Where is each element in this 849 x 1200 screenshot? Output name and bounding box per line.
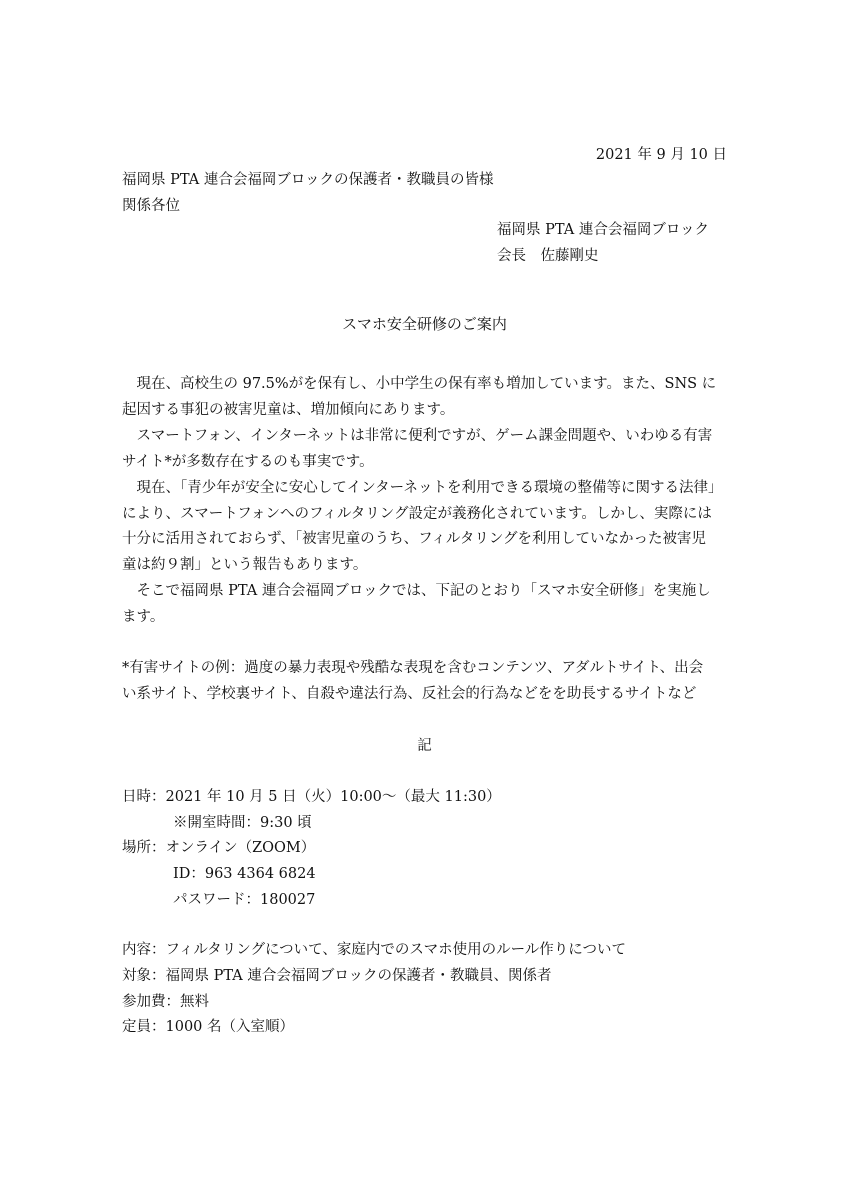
body-paragraph-4	[122, 579, 730, 630]
footnote-harmful-sites	[122, 656, 730, 707]
detail-zoom-password: パスワード：180027	[173, 892, 316, 908]
footnote-line: い系サイト、学校裏サイト、自殺や違法行為、反社会的行為などをを助長するサイトなど	[122, 685, 697, 702]
body-paragraph-2	[122, 424, 730, 475]
sender-organization: 福岡県 PTA 連合会福岡ブロック	[497, 222, 710, 238]
body-paragraph-1	[122, 372, 730, 423]
paragraph-line: 起因する事犯の被害児童は、増加傾向にあります。	[122, 401, 455, 418]
paragraph-line: そこで福岡県 PTA 連合会福岡ブロックでは、下記のとおり「スマホ安全研修」を実施し	[122, 583, 711, 599]
paragraph-line: ます。	[122, 608, 165, 625]
body-paragraph-3	[122, 476, 730, 579]
detail-capacity: 定員：1000 名（入室順）	[122, 1019, 295, 1035]
detail-content: 内容：フィルタリングについて、家庭内でのスマホ使用のルール作りについて	[122, 942, 627, 958]
detail-target: 対象：福岡県 PTA 連合会福岡ブロックの保護者・教職員、関係者	[122, 968, 552, 984]
addressee-line-1: 福岡県 PTA 連合会福岡ブロックの保護者・教職員の皆様	[122, 172, 494, 188]
paragraph-line: 現在、高校生の 97.5%がを保有し、小中学生の保有率も増加しています。また、SNS に	[122, 376, 717, 392]
detail-datetime: 日時：2021 年 10 月 5 日（火）10:00～（最大 11:30）	[122, 789, 501, 805]
sender-name: 会長 佐藤剛史	[497, 248, 599, 264]
detail-fee: 参加費：無料	[122, 994, 209, 1010]
detail-opening-time: ※開室時間：9:30 頃	[173, 815, 312, 831]
document-date: 2021 年 9 月 10 日	[595, 147, 727, 163]
paragraph-line: 十分に活用されておらず、「被害児童のうち、フィルタリングを利用していなかった被害児	[122, 531, 707, 548]
document-title: スマホ安全研修のご案内	[342, 315, 507, 333]
paragraph-line: サイト*が多数存在するのも事実です。	[122, 453, 374, 470]
ki-heading: 記	[417, 738, 432, 754]
paragraph-line: スマートフォン、インターネットは非常に便利ですが、ゲーム課金問題や、いわゆる有害	[122, 428, 713, 444]
detail-zoom-id: ID：963 4364 6824	[173, 866, 316, 882]
detail-place: 場所：オンライン（ZOOM）	[122, 840, 316, 856]
paragraph-line: 童は約９割」という報告もあります。	[122, 557, 368, 574]
paragraph-line: により、スマートフォンへのフィルタリング設定が義務化されています。しかし、実際には	[122, 505, 712, 522]
paragraph-line: 現在、「青少年が安全に安心してインターネットを利用できる環境の整備等に関する法律」	[122, 480, 723, 496]
footnote-line: *有害サイトの例：過度の暴力表現や残酷な表現を含むコンテンツ、アダルトサイト、出会	[122, 660, 704, 676]
addressee-line-2: 関係各位	[122, 198, 180, 214]
